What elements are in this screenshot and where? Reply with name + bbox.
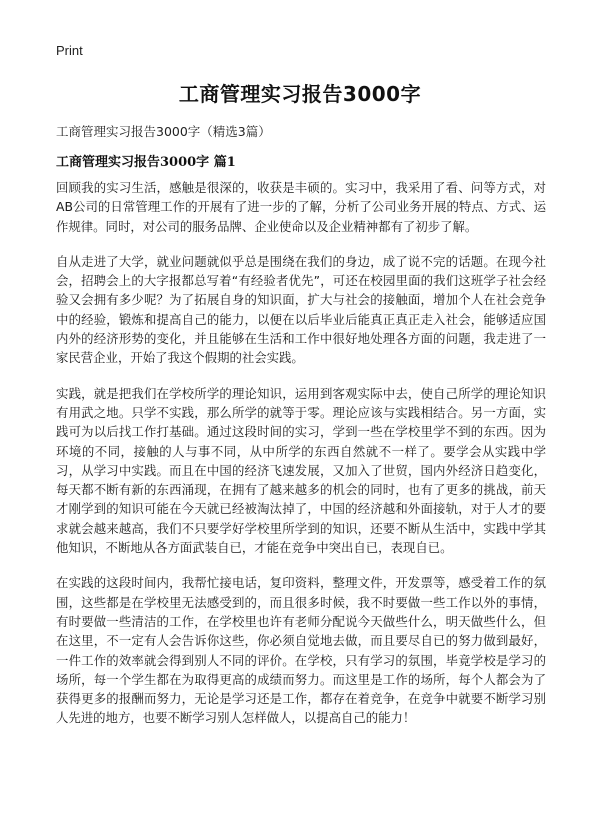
paragraph-2: 自从走进了大学，就业问题就似乎总是围绕在我们的身边，成了说不完的话题。在现今社会，招聘会上的大字报都总写着“有经验者优先”，可还在校园里面的我们这班学子社会经验又会拥有多少呢？为了拓展自身的知识面，扩大与社会的接触面，增加个人在社会竞争中的经验，锻炼和提高自己的能力，以便在以后毕业后能真正真正走入社会，能够适应国内外的经济形势的变化，并且能够在生活和工作中很好地处理各方面的问题，我走进了一家民营企业，开始了我这个假期的社会实践。	[56, 253, 546, 366]
paragraph-4: 在实践的这段时间内，我帮忙接电话，复印资料，整理文件，开发票等，感受着工作的氛围，这些都是在学校里无法感受到的，而且很多时候，我不时要做一些工作以外的事情，有时要做一些清洁的工作，在学校里也许有老师分配说今天做些什么，明天做些什么，但在这里，不一定有人会告诉你这些，你必须自觉地去做，而且要尽自已的努力做到最好，一件工作的效率就会得到别人不同的评价。在学校，只有学习的氛围，毕竟学校是学习的场所，每一个学生都在为取得更高的成绩而努力。而这里是工作的场所，每个人都会为了获得更多的报酬而努力，无论是学习还是工作，都存在着竞争，在竞争中就要不断学习别人先进的地方，也要不断学习别人怎样做人，以提高自己的能力！	[56, 575, 546, 726]
document-subtitle: 工商管理实习报告3000字（精选3篇）	[56, 124, 271, 139]
article-body	[56, 178, 546, 744]
section-heading: 工商管理实习报告3000字 篇1	[56, 155, 236, 170]
page-title: 工商管理实习报告3000字	[178, 82, 422, 106]
print-label: Print	[56, 43, 83, 58]
paragraph-1: 回顾我的实习生活，感触是很深的，收获是丰硕的。实习中，我采用了看、问等方式，对AB公司的日常管理工作的开展有了进一步的了解，分析了公司业务开展的特点、方式、运作规律。同时，对公司的服务品牌、企业使命以及企业精神都有了初步了解。	[56, 180, 546, 234]
paragraph-3: 实践，就是把我们在学校所学的理论知识，运用到客观实际中去，使自己所学的理论知识有用武之地。只学不实践，那么所学的就等于零。理论应该与实践相结合。另一方面，实践可为以后找工作打基础。通过这段时间的实习，学到一些在学校里学不到的东西。因为环境的不同，接触的人与事不同，从中所学的东西自然就不一样了。要学会从实践中学习，从学习中实践。而且在中国的经济飞速发展，又加入了世贸，国内外经济日趋变化，每天都不断有新的东西涌现，在拥有了越来越多的机会的同时，也有了更多的挑战，前天才刚学到的知识可能在今天就已经被淘汰掉了，中国的经济越和外面接轨，对于人才的要求就会越来越高，我们不只要学好学校里所学到的知识，还要不断从生活中，实践中学其他知识，不断地从各方面武装自已，才能在竞争中突出自已，表现自已。	[56, 385, 546, 556]
